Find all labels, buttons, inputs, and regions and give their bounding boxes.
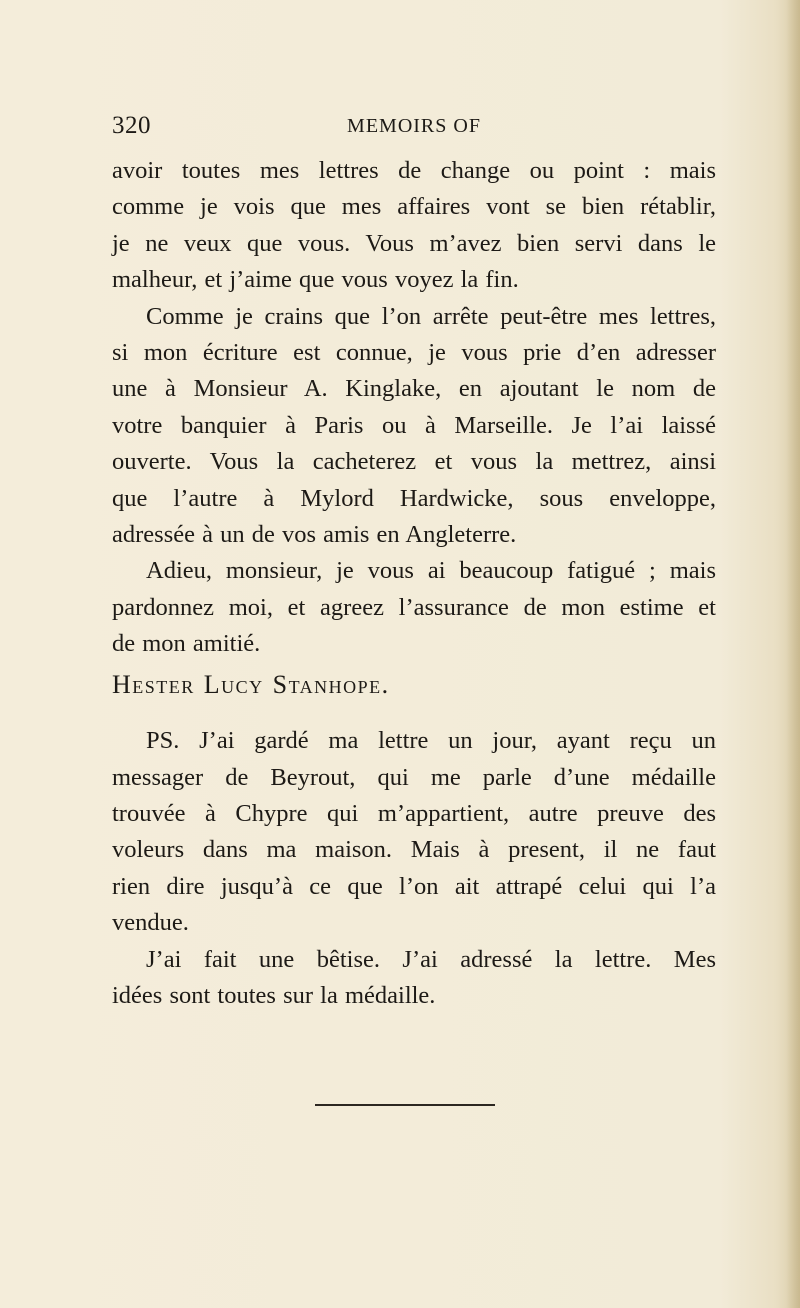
text-line: adressée à un de vos amis en Angleterre. [112,521,517,549]
end-rule-divider [315,1104,495,1106]
postscript [112,723,716,941]
text-line: idées sont toutes sur la médaille. [112,981,436,1009]
text-line: avoir toutes mes lettres de change ou point : mais [112,157,716,184]
text-line: J’ai fait une bêtise. J’ai adressé la lettre. Mes [146,945,716,973]
running-head: MEMOIRS OF [347,115,481,137]
text-line: malheur, et j’aime que vous voyez la fin. [112,266,519,294]
text-line: de mon amitié. [112,630,261,658]
postscript-2 [112,942,716,1015]
text-line: Comme je crains que l’on arrête peut-être mes lettres, [146,302,716,330]
text-line: messager de Beyrout, qui me parle d’une médaille [112,763,716,791]
text-line: vendue. [112,909,189,937]
text-line: ouverte. Vous la cacheterez et vous la mettrez, ainsi [112,448,716,476]
text-line: pardonnez moi, et agreez l’assurance de mon estime et [112,593,716,621]
paragraph-3 [112,553,716,662]
text-line: votre banquier à Paris ou à Marseille. Je l’ai laissé [112,411,716,439]
page-edge-shadow [786,0,800,1308]
text-line-content: je ne veux que vous. Vous m’avez bien servi dans le [112,229,716,257]
page-header [112,112,716,142]
text-line: une à Monsieur A. Kinglake, en ajoutant le nom de [112,375,716,403]
text-line [112,226,716,262]
text-line: Adieu, monsieur, je vous ai beaucoup fatigué ; mais [146,557,716,585]
text-line: si mon écriture est connue, je vous prie d’en adresser [112,339,716,367]
paragraph-2 [112,299,716,554]
paragraph-1 [112,153,716,299]
text-line: comme je vois que mes affaires vont se bien rétablir, [112,193,716,221]
text-line: voleurs dans ma maison. Mais à present, il ne faut [112,836,716,864]
signature: Hester Lucy Stanhope. [112,669,390,699]
text-line: rien dire jusqu’à ce que l’on ait attrapé celui qui l’a [112,872,716,900]
text-line: que l’autre à Mylord Hardwicke, sous enveloppe, [112,484,716,512]
page-number: 320 [112,112,151,139]
body-text [112,153,716,1014]
text-line: trouvée à Chypre qui m’appartient, autre preuve des [112,799,716,827]
text-line: PS. J’ai gardé ma lettre un jour, ayant reçu un [146,727,716,755]
